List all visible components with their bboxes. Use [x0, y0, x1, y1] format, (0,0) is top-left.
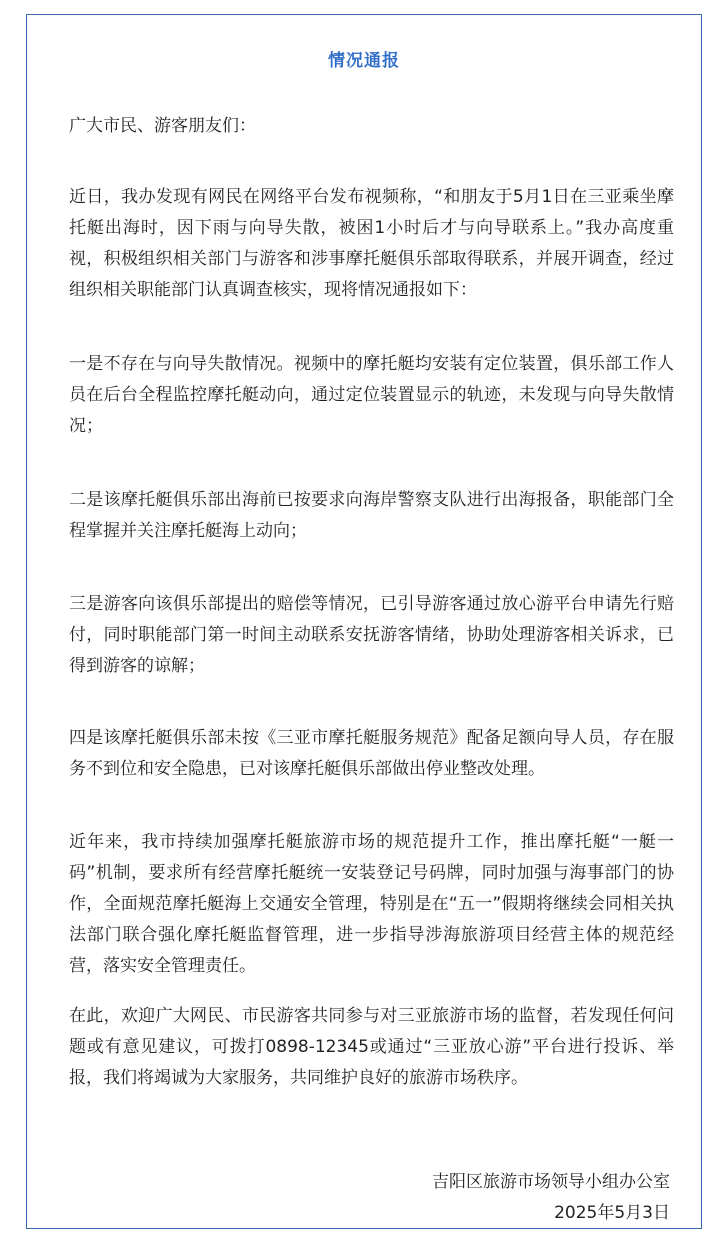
paragraph-finding-1: 一是不存在与向导失散情况。视频中的摩托艇均安装有定位装置，俱乐部工作人员在后台全程监控摩托艇动向，通过定位装置显示的轨迹，未发现与向导失散情况； — [69, 354, 674, 436]
paragraph-closing: 在此，欢迎广大网民、市民游客共同参与对三亚旅游市场的监督，若发现任何问题或有意见建议，可拨打0898-12345或通过“三亚放心游”平台进行投诉、举报，我们将竭诚为大家服务，共同维护良好的旅游市场秩序。 — [69, 1006, 674, 1088]
greeting: 广大市民、游客朋友们： — [69, 116, 256, 136]
paragraph-measures: 近年来，我市持续加强摩托艇旅游市场的规范提升工作，推出摩托艇“一艇一码”机制，要求所有经营摩托艇统一安装登记号码牌，同时加强与海事部门的协作，全面规范摩托艇海上交通安全管理，特别是在“五一”假期将继续会同相关执法部门联合强化摩托艇监督管理，进一步指导涉海旅游项目经营主体的规范经营，落实安全管理责任。 — [69, 832, 674, 976]
notice-title: 情况通报 — [328, 51, 400, 71]
notice-frame — [26, 14, 702, 1229]
paragraph-finding-3: 三是游客向该俱乐部提出的赔偿等情况，已引导游客通过放心游平台申请先行赔付，同时职能部门第一时间主动联系安抚游客情绪，协助处理游客相关诉求，已得到游客的谅解； — [69, 594, 674, 676]
paragraph-finding-2: 二是该摩托艇俱乐部出海前已按要求向海岸警察支队进行出海报备，职能部门全程掌握并关注摩托艇海上动向； — [69, 490, 674, 541]
signature-date: 2025年5月3日 — [554, 1203, 670, 1223]
signature-organization: 吉阳区旅游市场领导小组办公室 — [432, 1172, 670, 1192]
paragraph-finding-4: 四是该摩托艇俱乐部未按《三亚市摩托艇服务规范》配备足额向导人员，存在服务不到位和安全隐患，已对该摩托艇俱乐部做出停业整改处理。 — [69, 728, 674, 779]
paragraph-intro: 近日，我办发现有网民在网络平台发布视频称，“和朋友于5月1日在三亚乘坐摩托艇出海时，因下雨与向导失散，被困1小时后才与向导联系上。”我办高度重视，积极组织相关部门与游客和涉事摩托艇俱乐部取得联系，并展开调查，经过组织相关职能部门认真调查核实，现将情况通报如下： — [69, 187, 674, 300]
